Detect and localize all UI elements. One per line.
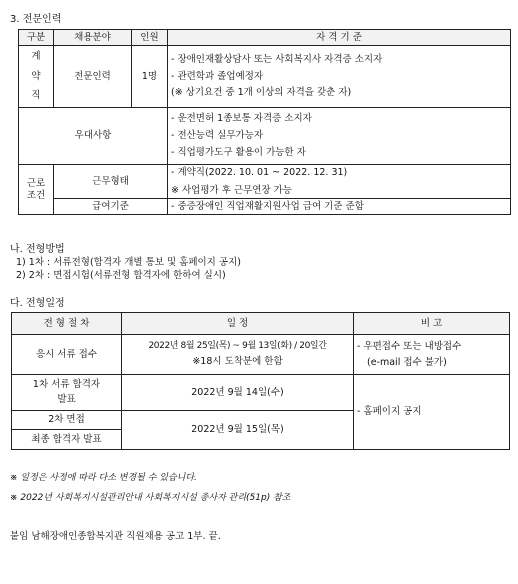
- schedule-heading: 다. 전형일정: [10, 298, 65, 309]
- table-row: [19, 108, 511, 165]
- note-cell: [354, 335, 510, 375]
- header-date: 일 정: [122, 313, 354, 335]
- header-criteria: 자 격 기 준: [168, 30, 511, 46]
- work-type-cell: [168, 165, 511, 199]
- table-row: [12, 335, 510, 375]
- step-line: 1차 서류 합격자: [32, 379, 101, 391]
- merged-note-cell: - 홈페이지 공지: [354, 375, 510, 450]
- preferred-item: - 전산능력 실무가능자: [171, 130, 264, 142]
- table-header-row: [19, 30, 511, 46]
- date-line: 2022년 8월 25일(목) ~ 9월 13일(화) / 20일간: [148, 341, 327, 352]
- qualification-table: [18, 29, 511, 215]
- header-count: 인원: [132, 30, 168, 46]
- preferred-label: 우대사항: [19, 108, 168, 165]
- date-cell: 2022년 9월 14일(수): [122, 375, 354, 411]
- category-cell: [19, 46, 54, 108]
- preferred-cell: [168, 108, 511, 165]
- table-header-row: [12, 313, 510, 335]
- section-heading: 3. 전문인력: [10, 14, 62, 25]
- step-cell: [12, 375, 122, 411]
- table-row: [12, 375, 510, 411]
- field-cell: 전문인력: [54, 46, 132, 108]
- note-line: - 우편접수 또는 내방접수: [357, 340, 462, 352]
- work-type-value: - 계약직(2022. 10. 01 ~ 2022. 12. 31): [171, 166, 348, 178]
- criteria-item: - 장애인재활상담사 또는 사회복지사 자격증 소지자: [171, 53, 383, 65]
- footnote: ※ 2022년 사회복지시설관리안내 사회복지시설 종사자 관리(51p) 참조: [10, 493, 291, 503]
- conditions-label: 근로 조건: [19, 165, 54, 215]
- category-char: 직: [31, 90, 41, 102]
- table-row: [19, 46, 511, 108]
- preferred-item: - 운전면허 1종보통 자격증 소지자: [171, 113, 312, 125]
- category-char: 계: [31, 50, 41, 62]
- criteria-cell: [168, 46, 511, 108]
- step-line: 발표: [57, 394, 76, 405]
- pay-value: - 중증장애인 직업재활지원사업 급여 기준 준함: [168, 199, 511, 215]
- method-heading: 나. 전형방법: [10, 244, 65, 255]
- step-cell: 최종 합격자 발표: [12, 430, 122, 450]
- work-type-value: ※ 사업평가 후 근무연장 가능: [171, 184, 292, 196]
- preferred-item: - 직업평가도구 활용이 가능한 자: [171, 146, 306, 158]
- method-item: 1) 1차 : 서류전형(합격자 개별 통보 및 홈페이지 공지): [16, 257, 241, 268]
- table-row: [19, 199, 511, 215]
- date-line: ※18시 도착분에 한함: [192, 355, 283, 367]
- date-cell: 2022년 9월 15일(목): [122, 411, 354, 450]
- work-type-label: 근무형태: [54, 165, 168, 199]
- footnote: ※ 일정은 사정에 따라 다소 변경될 수 있습니다.: [10, 473, 197, 483]
- attachment-line: 붙임 남해장애인종합복지관 직원채용 공고 1부. 끝.: [10, 531, 221, 542]
- header-step: 전 형 절 차: [12, 313, 122, 335]
- step-cell: 응시 서류 접수: [12, 335, 122, 375]
- header-category: 구분: [19, 30, 54, 46]
- pay-label: 급여기준: [54, 199, 168, 215]
- criteria-item: (※ 상기요건 중 1개 이상의 자격을 갖춘 자): [171, 87, 352, 99]
- note-line: (e-mail 접수 불가): [367, 356, 447, 368]
- header-field: 채용분야: [54, 30, 132, 46]
- method-item: 2) 2차 : 면접시험(서류전형 합격자에 한하여 실시): [16, 270, 226, 281]
- criteria-item: - 관련학과 졸업예정자: [171, 70, 264, 82]
- table-row: [19, 165, 511, 199]
- schedule-table: [11, 312, 510, 450]
- header-note: 비 고: [354, 313, 510, 335]
- step-cell: 2차 면접: [12, 411, 122, 430]
- count-cell: 1명: [132, 46, 168, 108]
- category-char: 약: [31, 70, 41, 82]
- date-cell: [122, 335, 354, 375]
